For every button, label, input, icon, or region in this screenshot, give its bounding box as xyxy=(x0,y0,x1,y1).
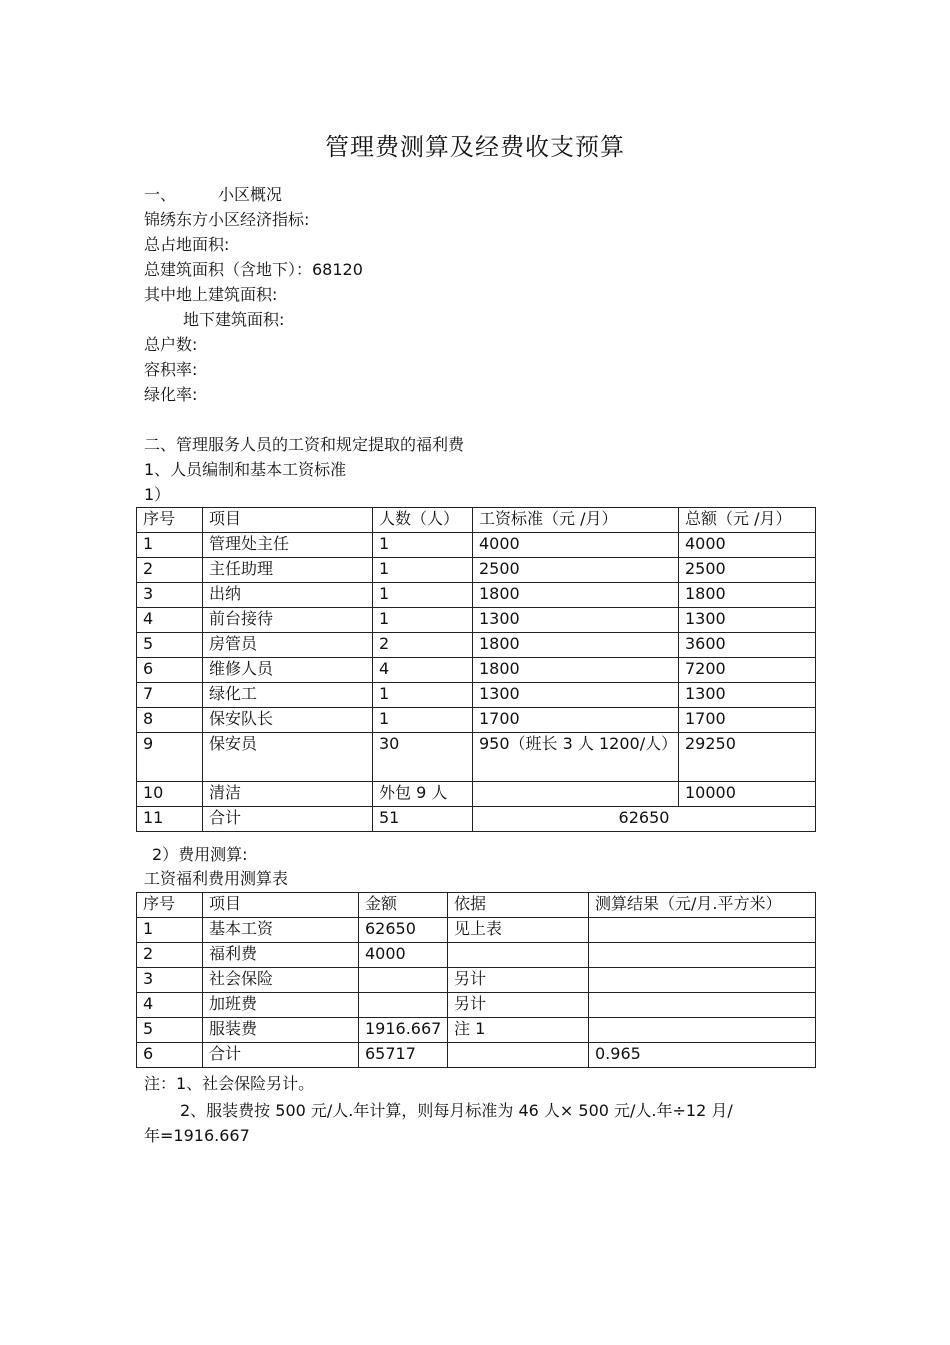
table-cell: 1 xyxy=(137,533,203,558)
table-cell: 7 xyxy=(137,683,203,708)
section1-heading: 小区概况 xyxy=(218,185,283,204)
page-title: 管理费测算及经费收支预算 xyxy=(325,133,625,161)
table-cell xyxy=(589,918,816,943)
table-cell: 1916.667 xyxy=(359,1018,448,1043)
table-cell: 房管员 xyxy=(203,633,373,658)
header-cell: 序号 xyxy=(137,508,203,533)
table-cell: 1 xyxy=(373,583,473,608)
table-cell: 4000 xyxy=(679,533,816,558)
table-cell: 65717 xyxy=(359,1043,448,1068)
table-cell: 29250 xyxy=(679,733,816,782)
table-cell: 1 xyxy=(373,708,473,733)
table-cell: 2500 xyxy=(679,558,816,583)
table-cell: 外包 9 人 xyxy=(373,782,473,807)
table-cell: 4 xyxy=(137,993,203,1018)
table-cell: 维修人员 xyxy=(203,658,373,683)
table-cell: 1 xyxy=(137,918,203,943)
table-cell: 8 xyxy=(137,708,203,733)
table-row xyxy=(137,943,816,968)
table-cell xyxy=(359,968,448,993)
table-cell: 1800 xyxy=(473,633,679,658)
header-cell: 总额（元 /月） xyxy=(679,508,816,533)
table-cell: 服装费 xyxy=(203,1018,359,1043)
table-cell: 管理处主任 xyxy=(203,533,373,558)
table-cell: 2 xyxy=(373,633,473,658)
table-cell: 1700 xyxy=(473,708,679,733)
table-cell: 2 xyxy=(137,943,203,968)
staff-salary-table xyxy=(136,507,816,832)
table-row xyxy=(137,633,816,658)
table-cell: 6 xyxy=(137,658,203,683)
table-cell: 1 xyxy=(373,558,473,583)
table-cell: 1300 xyxy=(473,683,679,708)
table-cell: 5 xyxy=(137,633,203,658)
table-cell: 11 xyxy=(137,807,203,832)
table-cell: 2500 xyxy=(473,558,679,583)
table-cell: 3 xyxy=(137,968,203,993)
table-row xyxy=(137,533,816,558)
table-total-row xyxy=(137,807,816,832)
table-cell: 另计 xyxy=(448,968,589,993)
table-cell: 主任助理 xyxy=(203,558,373,583)
table-row xyxy=(137,968,816,993)
note-2-line2: 年=1916.667 xyxy=(144,1126,250,1145)
table-row xyxy=(137,918,816,943)
table-cell: 合计 xyxy=(203,1043,359,1068)
table-cell: 社会保险 xyxy=(203,968,359,993)
table-cell: 950（班长 3 人 1200/人） xyxy=(473,733,679,782)
table-row xyxy=(137,608,816,633)
table-cell xyxy=(448,1043,589,1068)
table-cell: 62650 xyxy=(359,918,448,943)
staffing-subheading: 1） xyxy=(144,485,171,504)
header-cell: 金额 xyxy=(359,893,448,918)
header-cell: 测算结果（元/月.平方米） xyxy=(589,893,816,918)
table-cell: 9 xyxy=(137,733,203,782)
table-cell: 30 xyxy=(373,733,473,782)
header-cell: 人数（人） xyxy=(373,508,473,533)
table-cell: 注 1 xyxy=(448,1018,589,1043)
community-name-line: 锦绣东方小区经济指标: xyxy=(144,210,310,229)
table-cell: 福利费 xyxy=(203,943,359,968)
table-cell: 1800 xyxy=(473,583,679,608)
table-cell: 0.965 xyxy=(589,1043,816,1068)
table-cell: 1700 xyxy=(679,708,816,733)
table-cell xyxy=(589,1018,816,1043)
table-cell: 1300 xyxy=(473,608,679,633)
table-cell: 3600 xyxy=(679,633,816,658)
table-cell: 4000 xyxy=(359,943,448,968)
table-row xyxy=(137,733,816,782)
table-row xyxy=(137,1018,816,1043)
plot-ratio-line: 容积率: xyxy=(144,360,198,379)
table-cell: 加班费 xyxy=(203,993,359,1018)
table-cell: 另计 xyxy=(448,993,589,1018)
table-cell: 绿化工 xyxy=(203,683,373,708)
table-cell xyxy=(448,943,589,968)
header-cell: 工资标准（元 /月） xyxy=(473,508,679,533)
table-cell: 1 xyxy=(373,533,473,558)
table-cell: 前台接待 xyxy=(203,608,373,633)
table-cell: 51 xyxy=(373,807,473,832)
building-area-line: 总建筑面积（含地下）：68120 xyxy=(144,260,363,279)
table-total-row xyxy=(137,1043,816,1068)
table-cell: 出纳 xyxy=(203,583,373,608)
table-cell: 1300 xyxy=(679,683,816,708)
table-cell: 清洁 xyxy=(203,782,373,807)
section1-heading-row xyxy=(144,185,282,205)
table-cell: 1800 xyxy=(679,583,816,608)
header-cell: 序号 xyxy=(137,893,203,918)
above-ground-area-line: 其中地上建筑面积: xyxy=(144,285,278,304)
underground-area-line: 地下建筑面积: xyxy=(183,310,285,329)
table-row xyxy=(137,658,816,683)
table-row xyxy=(137,583,816,608)
table-cell: 1 xyxy=(373,683,473,708)
table-cell: 见上表 xyxy=(448,918,589,943)
table-cell: 5 xyxy=(137,1018,203,1043)
table-cell: 1 xyxy=(373,608,473,633)
table-row xyxy=(137,558,816,583)
header-cell: 依据 xyxy=(448,893,589,918)
table-cell xyxy=(589,943,816,968)
table-cell: 10 xyxy=(137,782,203,807)
land-area-line: 总占地面积: xyxy=(144,235,230,254)
table-cell: 合计 xyxy=(203,807,373,832)
table-row xyxy=(137,683,816,708)
note-1: 注：1、社会保险另计。 xyxy=(144,1074,315,1093)
note-2-line1: 2、服装费按 500 元/人.年计算，则每月标准为 46 人× 500 元/人.年÷12 月/ xyxy=(180,1101,733,1120)
table-cell: 2 xyxy=(137,558,203,583)
table-cell: 基本工资 xyxy=(203,918,359,943)
header-cell: 项目 xyxy=(203,893,359,918)
table-cell xyxy=(473,782,679,807)
table-cell: 10000 xyxy=(679,782,816,807)
households-line: 总户数: xyxy=(144,335,198,354)
cost-calc-heading: 2）费用测算: xyxy=(152,845,248,864)
welfare-cost-table xyxy=(136,892,816,1068)
table-cell xyxy=(589,968,816,993)
staffing-heading: 1、人员编制和基本工资标准 xyxy=(144,460,347,479)
table-cell: 保安员 xyxy=(203,733,373,782)
table-cell: 保安队长 xyxy=(203,708,373,733)
table-row xyxy=(137,993,816,1018)
section1-number: 一、 xyxy=(144,185,177,204)
table-row xyxy=(137,782,816,807)
table-cell: 7200 xyxy=(679,658,816,683)
table-header-row xyxy=(137,893,816,918)
table-total-cell: 62650 xyxy=(473,807,816,832)
table-cell xyxy=(589,993,816,1018)
greening-rate-line: 绿化率: xyxy=(144,385,198,404)
table-header-row xyxy=(137,508,816,533)
table2-caption: 工资福利费用测算表 xyxy=(144,869,289,888)
table-row xyxy=(137,708,816,733)
table-cell: 1300 xyxy=(679,608,816,633)
section2-heading: 二、管理服务人员的工资和规定提取的福利费 xyxy=(144,435,465,454)
header-cell: 项目 xyxy=(203,508,373,533)
table-cell: 1800 xyxy=(473,658,679,683)
table-cell: 3 xyxy=(137,583,203,608)
table-cell xyxy=(359,993,448,1018)
table-cell: 4000 xyxy=(473,533,679,558)
table-cell: 4 xyxy=(137,608,203,633)
table-cell: 4 xyxy=(373,658,473,683)
table-cell: 6 xyxy=(137,1043,203,1068)
